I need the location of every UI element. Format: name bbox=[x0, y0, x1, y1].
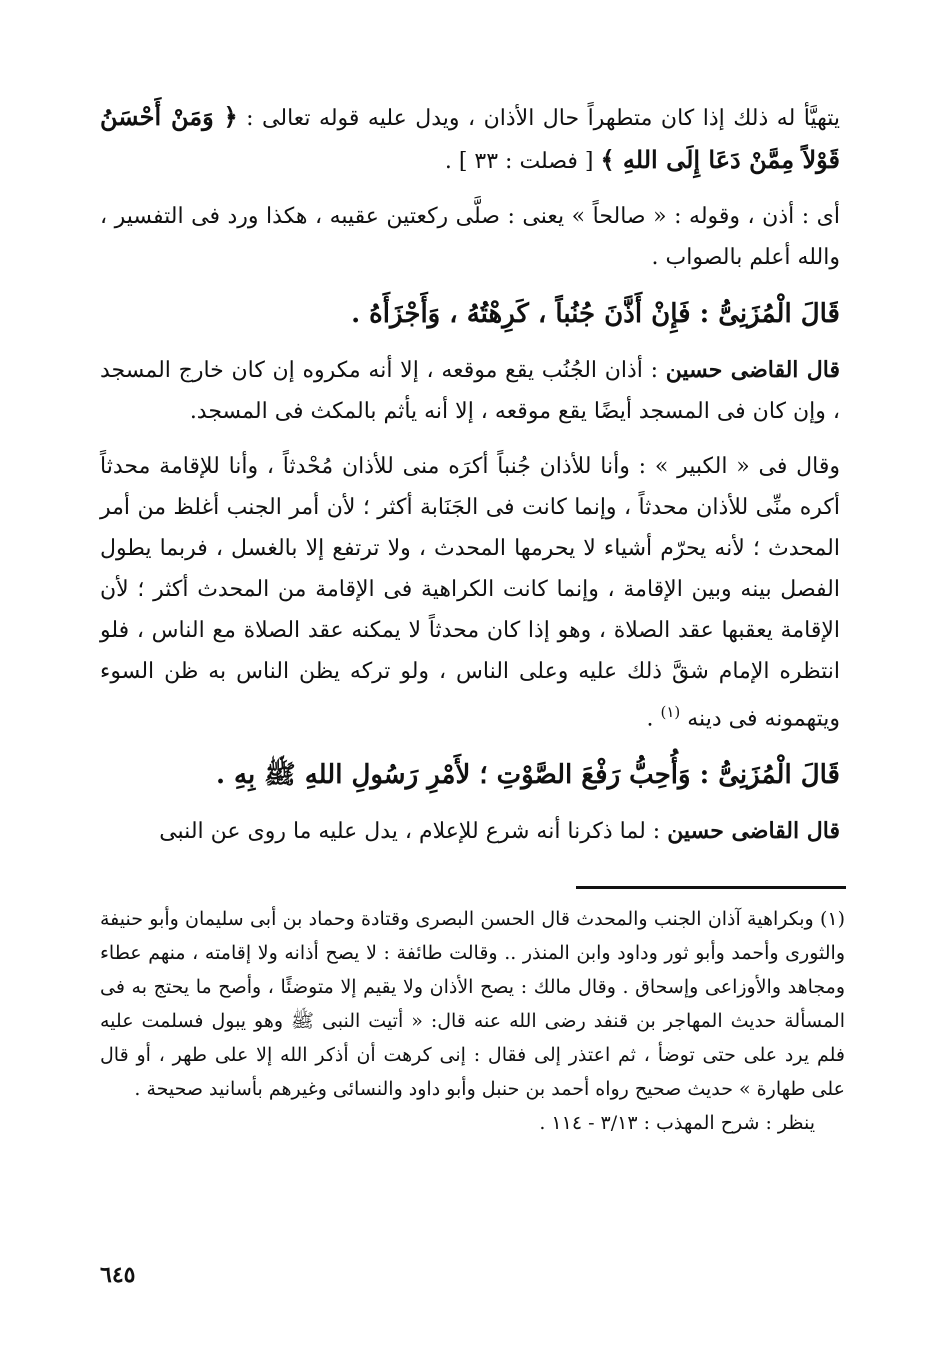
page-number: ٦٤٥ bbox=[100, 1262, 136, 1288]
muzani-statement-1-text: قَالَ الْمُزَنِىُّ : فَإِنْ أَذَّنَ جُنُباً ، كَرِهْتُهُ ، وَأَجْزَأَهُ . bbox=[351, 299, 840, 329]
paragraph-7-text: : لما ذكرنا أنه شرع للإعلام ، يدل عليه ما روى عن النبى bbox=[159, 819, 668, 845]
quran-verse: ﴿ وَمَنْ أَحْسَنُ قَوْلاً مِمَّنْ دَعَا إِلَى اللهِ ﴾ bbox=[100, 102, 840, 174]
speaker-label: قال القاضى حسين bbox=[665, 357, 840, 383]
paragraph-5-end: . bbox=[646, 706, 661, 732]
paragraph-4 bbox=[100, 350, 840, 432]
footnote-1: (١) وبكراهية آذان الجنب والمحدث قال الحسن البصرى وقتادة وحماد بن أبى سليمان وأبو حنيفة والثورى وأحمد وأبو ثور وداود وابن المنذر .. وقالت طائفة : لا يصح أذانه ولا إقامته ، منهم عطاء ومجاهد والأوزاعى وإسحاق . وقال مالك : يصح الأذان ولا يقيم إلا متوضئًا ، وأصح ما يحتج به فى المسألة حديث المهاجر بن قنفد رضى الله عنه قال: « أتيت النبى ﷺ وهو يبول فسلمت عليه فلم يرد على حتى توضأ ، ثم اعتذر إلى فقال : إنى كرهت أن أذكر الله إلا على طهر ، أو قال على طهارة » حديث صحيح رواه أحمد بن حنبل وأبو داود والنسائى وغيرهم بأسانيد صحيحة . bbox=[100, 908, 845, 1100]
paragraph-5 bbox=[100, 446, 840, 739]
paragraph-5-text: وقال فى « الكبير » : وأنا للأذان جُنباً أكرَه منى للأذان مُحْدثاً ، وأنا للإقامة محدثاً أكره منِّى للأذان محدثاً ، وإنما كانت فى الجَنَابة أكثر ؛ لأن أمر الجنب أغلظ من أمر المحدث ؛ لأنه يحرّم أشياء لا يحرمها المحدث ، ولا ترتفع إلا بالغسل ، فربما يطول الفصل بينه وبين الإقامة ، وإنما كانت الكراهية فى الإقامة من المحدث أكثر ؛ لأن الإقامة يعقبها عقد الصلاة ، وهو إذا كان محدثاً لا يمكنه عقد الصلاة مع الناس ، فلو انتظره الإمام شقَّ ذلك عليه وعلى الناس ، ولو تركه يظن الناس به ظن السوء ويتهمونه فى دينه bbox=[100, 454, 840, 732]
paragraph-2-text: أى : أذن ، وقوله : « صالحاً » يعنى : صلَّى ركعتين عقيبه ، هكذا ورد فى التفسير ، والله أعلم بالصواب . bbox=[100, 204, 840, 270]
muzani-statement-1 bbox=[100, 292, 840, 336]
muzani-statement-2-text: قَالَ الْمُزَنِىُّ : وَأُحِبُّ رَفْعَ الصَّوْتِ ؛ لأَمْرِ رَسُولِ اللهِ ﷺ بِهِ . bbox=[215, 760, 840, 791]
speaker-label: قال القاضى حسين bbox=[667, 818, 840, 845]
paragraph-4-text: : أذان الجُنُب يقع موقعه ، إلا أنه مكروه إن كان خارج المسجد ، وإن كان فى المسجد أيضًا يقع موقعه ، إلا أنه يأثم بالمكث فى المسجد. bbox=[100, 358, 840, 424]
main-text bbox=[100, 96, 840, 866]
footnote-reference: ينظر : شرح المهذب : ٣/١٣ - ١١٤ . bbox=[539, 1112, 815, 1134]
quran-citation: [ فصلت : ٣٣ ] . bbox=[444, 149, 601, 174]
paragraph-1-text: يتهيَّأ له ذلك إذا كان متطهراً حال الأذان ، ويدل عليه قوله تعالى : bbox=[237, 106, 840, 131]
muzani-statement-2 bbox=[100, 753, 840, 797]
footnote-marker: (١) bbox=[660, 703, 681, 721]
paragraph-2 bbox=[100, 196, 840, 278]
paragraph-1 bbox=[100, 96, 840, 182]
paragraph-7 bbox=[100, 811, 840, 852]
footnotes bbox=[100, 902, 845, 1140]
footnote-divider bbox=[576, 886, 846, 889]
